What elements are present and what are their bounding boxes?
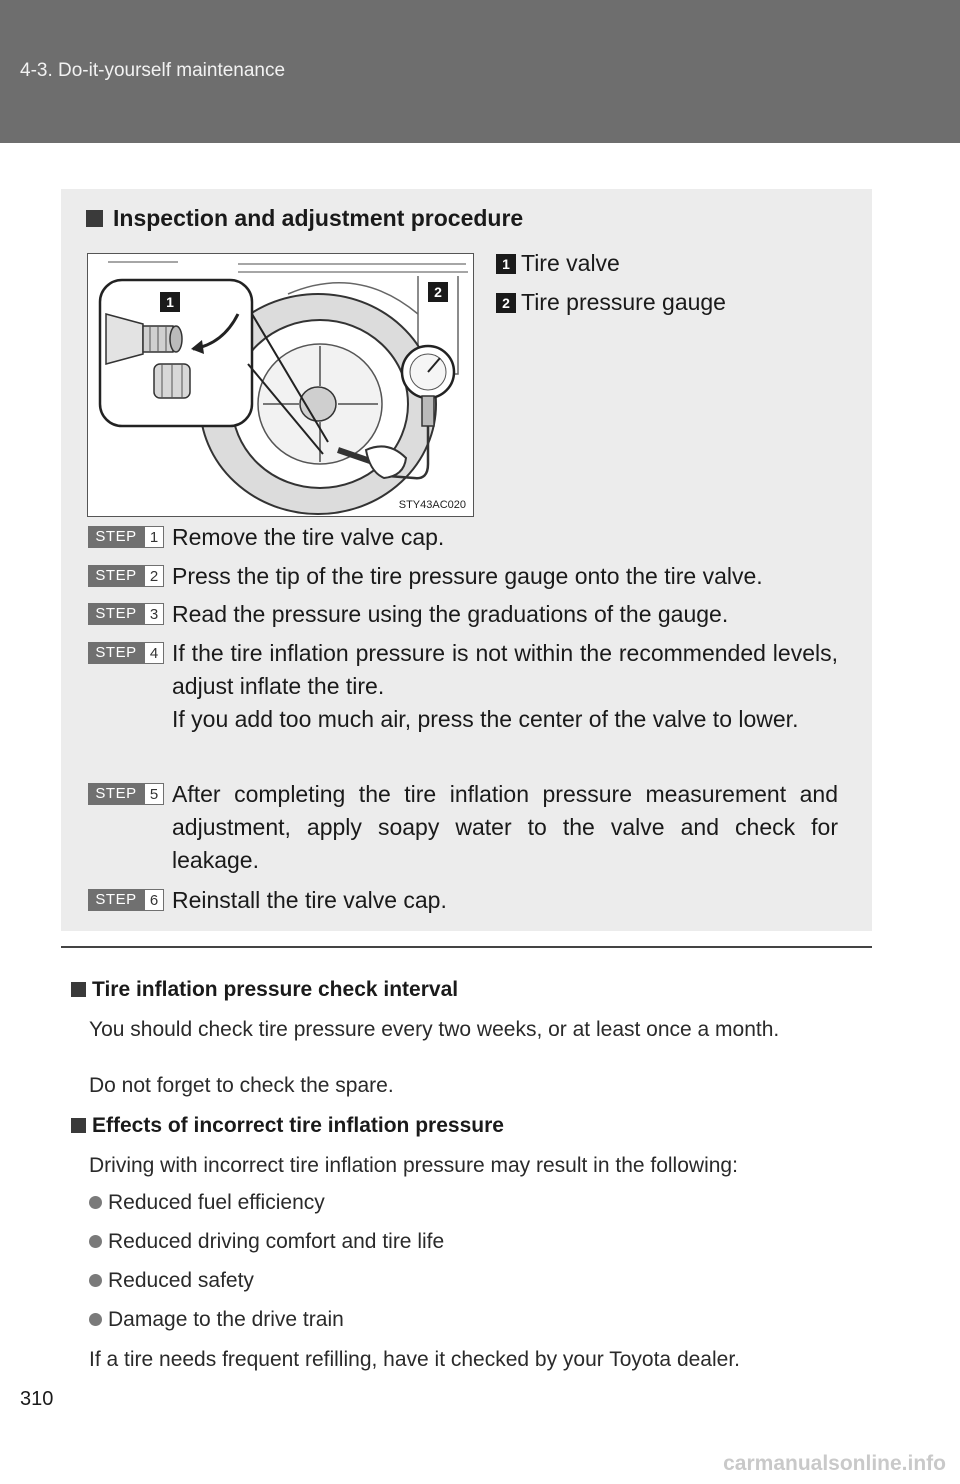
bullet-dot-icon [89,1196,102,1209]
square-bullet-icon [71,982,86,997]
interval-heading: Tire inflation pressure check interval [71,978,458,1002]
step-5 [88,778,838,877]
step-badge: STEP 1 [88,526,166,548]
callout-label: Tire valve [521,250,620,276]
section-title: 4-3. Do-it-yourself maintenance [20,60,286,81]
tire-illustration [87,253,474,517]
list-item: Reduced safety [89,1269,254,1293]
callout-pressure-gauge [496,289,726,316]
effects-intro: Driving with incorrect tire inflation pressure may result in the following: [89,1154,738,1177]
step-3 [88,598,838,631]
square-bullet-icon [86,210,103,227]
bullet-dot-icon [89,1274,102,1287]
page-number: 310 [20,1388,54,1410]
watermark: carmanualsonline.info [723,1452,946,1475]
list-item: Reduced fuel efficiency [89,1191,325,1215]
list-item: Reduced driving comfort and tire life [89,1230,444,1254]
step-text: Remove the tire valve cap. [172,524,445,550]
step-text: Read the pressure using the graduations of the gauge. [172,601,729,627]
step-text: After completing the tire inflation pressure measurement and adjustment, apply soapy water to the valve and check for leakage. [172,781,838,873]
callout-number: 1 [496,254,516,274]
bullet-dot-icon [89,1313,102,1326]
page-header [0,0,960,143]
step-badge: STEP 4 [88,642,166,664]
list-item: Damage to the drive train [89,1308,344,1332]
step-badge: STEP 3 [88,603,166,625]
square-bullet-icon [71,1118,86,1133]
callout-label: Tire pressure gauge [521,289,726,315]
step-1 [88,521,838,554]
step-text: If the tire inflation pressure is not within the recommended levels, adjust inflate the tire. [172,640,838,699]
step-6 [88,884,838,917]
bullet-dot-icon [89,1235,102,1248]
figure-code: STY43AC020 [398,499,466,511]
step-2 [88,560,838,593]
panel-title-text: Inspection and adjustment procedure [113,205,524,231]
divider [61,946,872,948]
interval-spare-note: Do not forget to check the spare. [89,1074,394,1097]
interval-text: You should check tire pressure every two weeks, or at least once a month. [89,1018,780,1041]
tire-drawing [88,254,473,516]
step-4 [88,637,838,736]
effects-heading: Effects of incorrect tire inflation pressure [71,1114,504,1138]
effects-closing: If a tire needs frequent refilling, have it checked by your Toyota dealer. [89,1348,740,1371]
figure-callout-2: 2 [434,284,442,300]
callout-number: 2 [496,293,516,313]
step-text-note: If you add too much air, press the center of the valve to lower. [172,706,799,732]
step-text: Press the tip of the tire pressure gauge onto the tire valve. [172,563,763,589]
callout-tire-valve [496,250,620,277]
figure-callout-1: 1 [166,294,174,310]
step-badge: STEP 5 [88,783,166,805]
step-badge: STEP 2 [88,565,166,587]
step-text: Reinstall the tire valve cap. [172,887,447,913]
step-badge: STEP 6 [88,889,166,911]
panel-title [86,205,523,232]
